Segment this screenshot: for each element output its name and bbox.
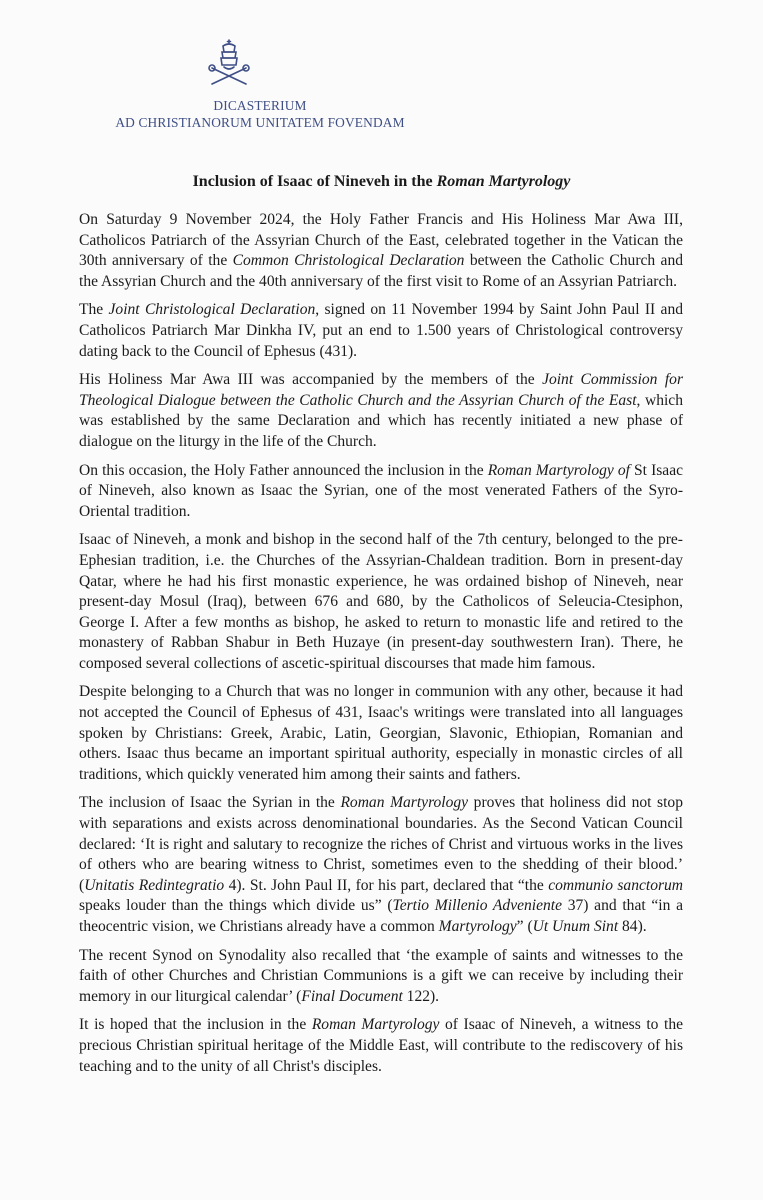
paragraph-5 bbox=[79, 530, 683, 674]
italic-reference: Final Document bbox=[301, 987, 403, 1005]
dicastery-name-line1: DICASTERIUM bbox=[213, 98, 307, 113]
italic-reference: Tertio Millenio Adveniente bbox=[392, 897, 562, 915]
italic-reference: communio sanctorum bbox=[548, 876, 684, 894]
paragraph-6 bbox=[79, 682, 683, 785]
paragraph-7 bbox=[79, 793, 683, 937]
paragraph-2 bbox=[79, 300, 683, 362]
paragraph-text: 122). bbox=[402, 987, 440, 1005]
paragraph-8 bbox=[79, 946, 683, 1008]
paragraph-9 bbox=[79, 1015, 683, 1077]
italic-reference: Joint Christological Declaration bbox=[108, 301, 316, 319]
dicastery-header bbox=[110, 97, 410, 131]
italic-reference: Roman Martyrology bbox=[340, 794, 469, 812]
title-italic: Roman Martyrology bbox=[436, 173, 571, 190]
paragraph-text: 84). bbox=[618, 918, 647, 935]
paragraph-text: of Isaac of Nineveh, a witness to the precious Christian spiritual heritage of the Middle East, will contribute to the rediscovery of his teaching and to the unity of all Christ's disciples. bbox=[79, 1016, 683, 1075]
document-body bbox=[79, 210, 683, 1085]
paragraph-1 bbox=[79, 210, 683, 292]
paragraph-text: 37) and that “in a theocentric vision, we Christians already have a common bbox=[79, 897, 684, 935]
paragraph-text: ” ( bbox=[516, 918, 533, 935]
document-title bbox=[60, 172, 703, 192]
paragraph-text: Isaac of Nineveh, a monk and bishop in the second half of the 7th century, belonged to the pre-Ephesian tradition, i.e. the Churches of the Assyrian-Chaldean tradition. Born in present-day Qatar, where he had his first monastic experience, he was ordained bishop of Nineveh, near present-day Mosul (Iraq), between 676 and 680, by the Catholicos of Seleucia-Ctesiphon, George I. After a few months as bishop, he asked to return to monastic life and retired to the monastery of Rabban Shabur in Beth Huzaye (in present-day southwestern Iran). There, he composed several collections of ascetic-spiritual discourses that made him famous. bbox=[79, 531, 683, 672]
italic-reference: Common Christological Declaration bbox=[232, 252, 465, 270]
italic-reference: Roman Martyrology of bbox=[487, 461, 630, 479]
title-main: Inclusion of Isaac of Nineveh in the bbox=[192, 173, 437, 190]
paragraph-text: It is hoped that the inclusion in the bbox=[79, 1016, 312, 1034]
italic-reference: Ut Unum Sint bbox=[532, 918, 619, 935]
italic-reference: Roman Martyrology bbox=[311, 1016, 440, 1034]
paragraph-text: Despite belonging to a Church that was no longer in communion with any other, because it had not accepted the Council of Ephesus of 431, Isaac's writings were translated into all languages spoken by Christians: Greek, Arabic, Latin, Georgian, Slavonic, Ethiopian, Romanian and others. Isaac thus became an important spiritual authority, especially in monastic circles of all traditions, which quickly venerated him among their saints and fathers. bbox=[79, 683, 683, 783]
italic-reference: Joint Commission for Theological Dialogue between the Catholic Church and the Assyrian Church of the East bbox=[79, 371, 683, 409]
paragraph-text: between the Catholic Church and the Assyrian Church and the 40th anniversary of the first visit to Rome of an Assyrian Patriarch. bbox=[79, 252, 683, 290]
paragraph-text: The recent Synod on Synodality also recalled that ‘the example of saints and witnesses to the faith of other Churches and Christian Communions is a gift we can receive by including their memory in our liturgical calendar’ ( bbox=[79, 946, 683, 1005]
papal-coat-of-arms-icon bbox=[206, 38, 252, 88]
paragraph-text: proves that holiness did not stop with separations and exists across denominational boundaries. As the Second Vatican Council declared: ‘It is right and salutary to recognize the riches of Christ and virtuous works in the lives of others who are bearing witness to Christ, sometimes even to the shedding of their blood.’ ( bbox=[79, 794, 683, 894]
paragraph-text: On Saturday 9 November 2024, the Holy Father Francis and His Holiness Mar Awa III, Catholicos Patriarch of the Assyrian Church of the East, celebrated together in the Vatican the 30th anniversary of the bbox=[79, 211, 683, 270]
paragraph-3 bbox=[79, 370, 683, 452]
italic-reference: Unitatis Redintegratio bbox=[84, 876, 225, 894]
paragraph-text: speaks louder than the things which divide us” ( bbox=[79, 897, 393, 915]
paragraph-text: On this occasion, the Holy Father announced the inclusion in the bbox=[79, 461, 488, 479]
paragraph-text: The inclusion of Isaac the Syrian in the bbox=[79, 794, 341, 812]
paragraph-text: St Isaac of Nineveh, also known as Isaac the Syrian, one of the most venerated Fathers of the Syro-Oriental tradition. bbox=[79, 461, 683, 520]
paragraph-text: , which was established by the same Declaration and which has recently initiated a new phase of dialogue on the liturgy in the life of the Church. bbox=[79, 391, 683, 450]
dicastery-name-line2: AD CHRISTIANORUM UNITATEM FOVENDAM bbox=[115, 115, 405, 130]
paragraph-text: , signed on 11 November 1994 by Saint John Paul II and Catholicos Patriarch Mar Dinkha IV, put an end to 1.500 years of Christological controversy dating back to the Council of Ephesus (431). bbox=[79, 301, 684, 360]
italic-reference: Martyrology bbox=[438, 918, 517, 935]
paragraph-text: The bbox=[79, 301, 109, 319]
paragraph-text: 4). St. John Paul II, for his part, declared that “the bbox=[224, 876, 549, 894]
paragraph-4 bbox=[79, 461, 683, 523]
paragraph-text: His Holiness Mar Awa III was accompanied by the members of the bbox=[79, 371, 543, 389]
